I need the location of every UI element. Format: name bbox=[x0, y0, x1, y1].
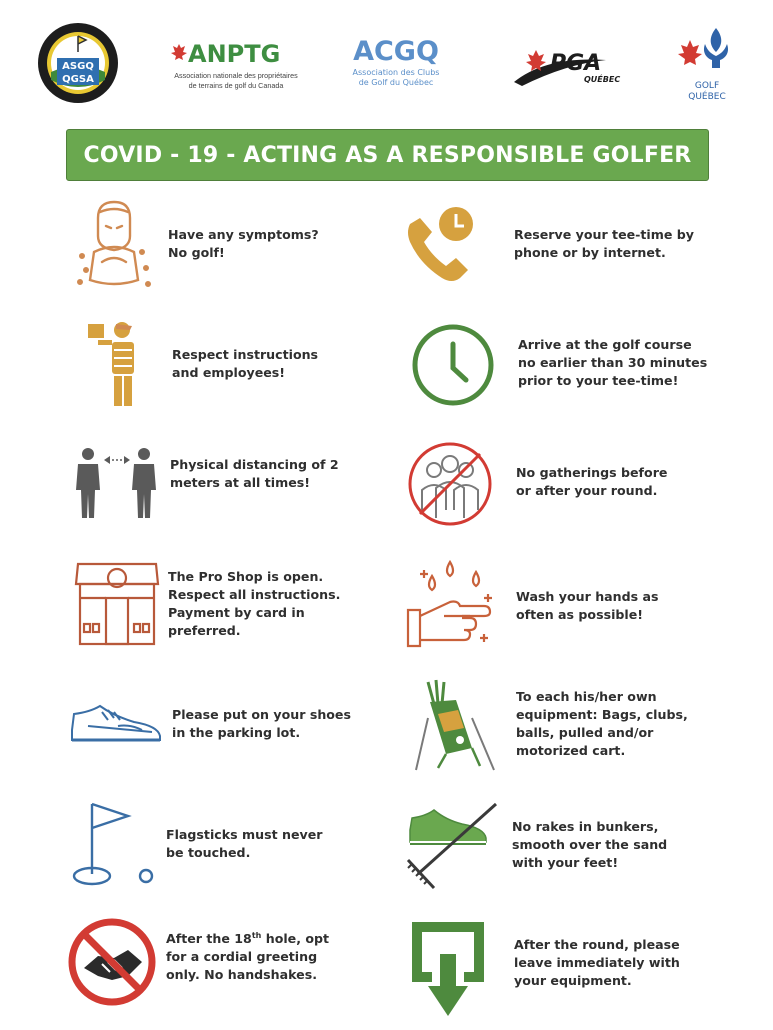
acgq-logo bbox=[338, 32, 454, 94]
clock-icon bbox=[410, 322, 496, 408]
hand-washing-icon bbox=[404, 558, 496, 648]
leave-line-3: your equipment. bbox=[514, 973, 632, 988]
wash-line-1: Wash your hands as bbox=[516, 589, 659, 604]
equipment-text bbox=[516, 688, 688, 760]
distancing-line-1: Physical distancing of 2 bbox=[170, 457, 339, 472]
pga-quebec-logo bbox=[506, 36, 626, 92]
flagstick-text bbox=[166, 826, 322, 862]
gathering-line-1: No gatherings before bbox=[516, 465, 668, 480]
leave-line-1: After the round, please bbox=[514, 937, 680, 952]
asgq-logo bbox=[37, 22, 119, 104]
asgq-line1: ASGQ bbox=[62, 61, 94, 72]
shoes-line-2: in the parking lot. bbox=[172, 725, 301, 740]
rakes-line-2: smooth over the sand bbox=[512, 837, 668, 852]
handshake-line-1 bbox=[166, 930, 329, 948]
pro-shop-icon bbox=[74, 562, 160, 646]
acgq-line2: de Golf du Québec bbox=[358, 78, 434, 87]
flagstick-line-1: Flagsticks must never bbox=[166, 827, 323, 842]
rakes-line-3: with your feet! bbox=[512, 855, 619, 870]
golf-bag-icon bbox=[414, 678, 496, 772]
shoes-text bbox=[172, 706, 351, 742]
symptoms-line-1: Have any symptoms? bbox=[168, 227, 319, 242]
equipment-line-4: motorized cart. bbox=[516, 743, 626, 758]
proshop-line-3: Payment by card in bbox=[168, 605, 305, 620]
arrive-line-2: no earlier than 30 minutes bbox=[518, 355, 708, 370]
wash-text bbox=[516, 588, 659, 624]
no-handshake-icon bbox=[68, 918, 156, 1006]
leave-text bbox=[514, 936, 680, 990]
asgq-line2: QGSA bbox=[62, 74, 94, 85]
flagstick-line-2: be touched. bbox=[166, 845, 251, 860]
staff-worker-icon bbox=[86, 318, 142, 410]
symptoms-text bbox=[168, 226, 319, 262]
rakes-line-1: No rakes in bunkers, bbox=[512, 819, 659, 834]
handshake-line-1-main: After the 18 bbox=[166, 931, 252, 946]
page-title-banner bbox=[66, 129, 709, 181]
handshake-line-3: only. No handshakes. bbox=[166, 967, 317, 982]
no-rake-icon bbox=[404, 800, 500, 892]
flagstick-icon bbox=[70, 800, 156, 888]
gathering-line-2: or after your round. bbox=[516, 483, 658, 498]
equipment-line-2: equipment: Bags, clubs, bbox=[516, 707, 688, 722]
acgq-name: ACGQ bbox=[353, 36, 439, 67]
arrive-text bbox=[518, 336, 707, 390]
distancing-text bbox=[170, 456, 339, 492]
pga-name: PGA bbox=[550, 51, 602, 76]
exit-arrow-icon bbox=[410, 920, 486, 1018]
symptoms-line-2: No golf! bbox=[168, 245, 225, 260]
anptg-line1: Association nationale des propriétaires bbox=[174, 71, 298, 80]
respect-text bbox=[172, 346, 318, 382]
equipment-line-3: balls, pulled and/or bbox=[516, 725, 654, 740]
physical-distancing-icon bbox=[74, 446, 160, 520]
wash-line-2: often as possible! bbox=[516, 607, 644, 622]
golfquebec-line1: GOLF bbox=[694, 81, 720, 91]
proshop-line-2: Respect all instructions. bbox=[168, 587, 341, 602]
reserve-line-2: phone or by internet. bbox=[514, 245, 666, 260]
proshop-line-1: The Pro Shop is open. bbox=[168, 569, 324, 584]
reserve-text bbox=[514, 226, 694, 262]
pga-sub: QUÉBEC bbox=[584, 75, 621, 84]
anptg-name: ANPTG bbox=[188, 40, 281, 68]
respect-line-2: and employees! bbox=[172, 365, 286, 380]
shoes-line-1: Please put on your shoes bbox=[172, 707, 351, 722]
handshake-line-1-rest: hole, opt bbox=[261, 931, 330, 946]
respect-line-1: Respect instructions bbox=[172, 347, 319, 362]
handshake-text bbox=[166, 930, 329, 984]
anptg-line2: de terrains de golf du Canada bbox=[188, 81, 284, 90]
anptg-logo bbox=[166, 36, 306, 96]
golf-shoe-icon bbox=[68, 700, 164, 748]
distancing-line-2: meters at all times! bbox=[170, 475, 310, 490]
acgq-line1: Association des Clubs bbox=[352, 68, 440, 77]
page-title: COVID - 19 - ACTING AS A RESPONSIBLE GOLFER bbox=[83, 142, 692, 168]
golf-quebec-logo bbox=[672, 22, 742, 104]
equipment-line-1: To each his/her own bbox=[516, 689, 657, 704]
reserve-line-1: Reserve your tee-time by bbox=[514, 227, 694, 242]
leave-line-2: leave immediately with bbox=[514, 955, 680, 970]
arrive-line-1: Arrive at the golf course bbox=[518, 337, 692, 352]
phone-clock-icon bbox=[404, 204, 478, 284]
no-gathering-icon bbox=[406, 440, 494, 528]
gathering-text bbox=[516, 464, 667, 500]
proshop-text bbox=[168, 568, 340, 640]
handshake-line-1-sup: th bbox=[251, 930, 262, 940]
rakes-text bbox=[512, 818, 667, 872]
golfquebec-line2: QUÉBEC bbox=[688, 92, 726, 102]
proshop-line-4: preferred. bbox=[168, 623, 241, 638]
arrive-line-3: prior to your tee-time! bbox=[518, 373, 679, 388]
handshake-line-2: for a cordial greeting bbox=[166, 949, 318, 964]
sneezing-person-icon bbox=[76, 196, 152, 292]
